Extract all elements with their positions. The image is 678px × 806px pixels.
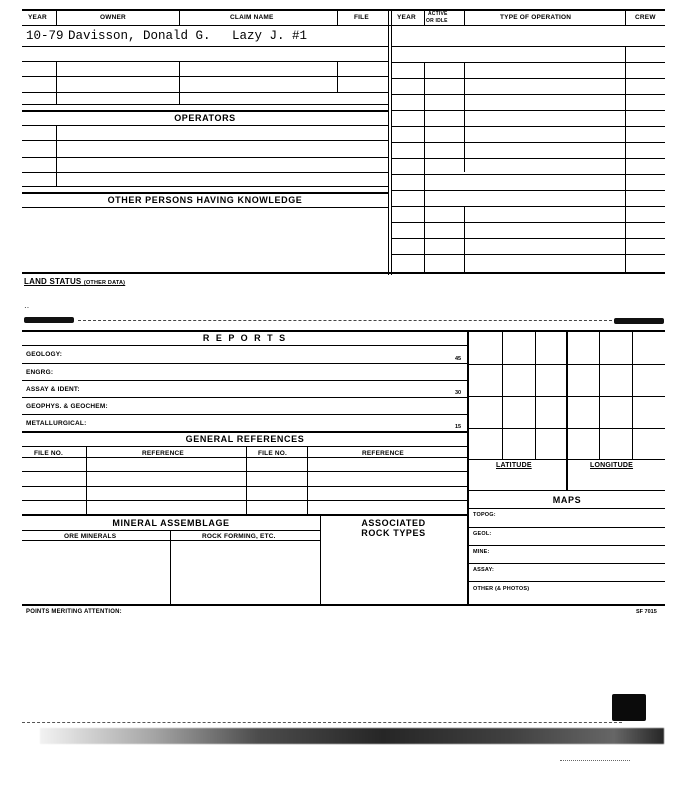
row-line	[22, 530, 320, 531]
header-rule	[22, 25, 665, 26]
col-divider	[56, 9, 57, 26]
col-divider	[307, 446, 308, 514]
col-divider	[179, 9, 180, 26]
smudge-left	[24, 317, 74, 323]
report-assay: ASSAY & IDENT:	[26, 386, 80, 393]
row-line	[22, 172, 388, 173]
operators-title: OPERATORS	[174, 113, 236, 123]
reports-title: R E P O R T S	[202, 333, 288, 343]
col-divider	[86, 446, 87, 514]
maps-geol: GEOL:	[473, 531, 492, 537]
col-divider	[424, 62, 425, 272]
mineral-assemblage-title: MINERAL ASSEMBLAGE	[112, 518, 230, 528]
entry-year: 10-79	[26, 29, 64, 43]
top-border	[22, 9, 665, 11]
section-rule	[22, 272, 665, 274]
grid-line	[566, 332, 568, 490]
col-divider	[625, 9, 626, 26]
header-year: YEAR	[28, 14, 47, 21]
entry-claim: Lazy J. #1	[232, 29, 308, 43]
row-line	[22, 186, 388, 187]
other-persons-title: OTHER PERSONS HAVING KNOWLEDGE	[107, 195, 303, 205]
row-line	[469, 545, 665, 546]
row-line	[22, 140, 388, 141]
row-line	[22, 157, 388, 158]
ref-file-no-1: FILE NO.	[34, 450, 64, 457]
col-divider	[170, 530, 171, 605]
stray-mark: ··	[24, 303, 30, 312]
maps-title: MAPS	[552, 495, 582, 505]
general-references-title: GENERAL REFERENCES	[185, 434, 305, 444]
row-line	[22, 92, 388, 93]
report-geology: GEOLOGY:	[26, 351, 63, 358]
maps-mine: MINE:	[473, 549, 490, 555]
row-line	[22, 104, 388, 105]
row-line	[22, 457, 468, 458]
col-divider	[337, 9, 338, 26]
row-line	[22, 363, 468, 364]
entry-owner: Davisson, Donald G.	[68, 29, 211, 43]
ore-minerals-label: ORE MINERALS	[64, 533, 117, 540]
report-metallurgical: METALLURGICAL:	[26, 420, 87, 427]
latitude-label: LATITUDE	[496, 462, 532, 469]
col-divider	[464, 62, 465, 172]
num-45: 45	[455, 356, 462, 362]
maps-topog: TOPOG:	[473, 512, 496, 518]
row-line	[22, 125, 388, 126]
num-15: 15	[455, 424, 462, 430]
num-30: 30	[455, 390, 462, 396]
header-active: ACTIVE	[428, 11, 448, 17]
section-rule	[22, 604, 665, 606]
form-code: SF 7015	[636, 609, 657, 615]
ref-reference-2: REFERENCE	[362, 450, 404, 457]
row-line	[22, 500, 468, 501]
col-divider	[56, 126, 57, 186]
row-line	[469, 581, 665, 582]
col-divider	[56, 62, 57, 104]
section-rule	[22, 431, 468, 433]
row-line	[22, 46, 388, 47]
row-line	[22, 414, 468, 415]
row-line	[22, 380, 468, 381]
row-line	[22, 446, 468, 447]
row-line	[22, 61, 388, 62]
col-divider	[246, 446, 247, 514]
header-year-2: YEAR	[397, 14, 416, 21]
ref-reference-1: REFERENCE	[142, 450, 184, 457]
section-rule	[22, 110, 388, 112]
col-divider	[464, 9, 465, 26]
header-claim-name: CLAIM NAME	[230, 14, 274, 21]
dashed-rule	[78, 320, 612, 321]
col-divider	[625, 46, 626, 272]
longitude-label: LONGITUDE	[590, 462, 634, 469]
dashed-rule	[22, 722, 622, 723]
main-split-left	[388, 9, 389, 275]
col-divider	[320, 514, 321, 605]
header-type-of-operation: TYPE OF OPERATION	[500, 14, 572, 21]
header-file: FILE	[354, 14, 369, 21]
col-divider	[179, 62, 180, 104]
row-line	[469, 527, 665, 528]
section-rule	[22, 330, 665, 332]
header-or-idle: OR IDLE	[426, 18, 448, 24]
row-line	[469, 508, 665, 509]
dotted-mark	[560, 760, 630, 761]
row-line	[22, 76, 388, 77]
grid-line	[469, 459, 665, 460]
row-line	[22, 207, 388, 208]
section-rule	[22, 192, 388, 194]
row-line	[469, 563, 665, 564]
ref-file-no-2: FILE NO.	[258, 450, 288, 457]
associated-rock-types-title: ASSOCIATED ROCK TYPES	[361, 518, 426, 538]
land-status-title: LAND STATUS (OTHER DATA)	[24, 277, 126, 286]
scan-noise-band	[40, 728, 664, 744]
row-line	[22, 471, 468, 472]
grid-line	[469, 396, 665, 397]
report-geophys: GEOPHYS. & GEOCHEM:	[26, 403, 108, 410]
section-rule	[22, 514, 468, 516]
report-engrg: ENGRG:	[26, 369, 54, 376]
grid-line	[469, 364, 665, 365]
row-line	[22, 397, 468, 398]
row-line	[22, 345, 468, 346]
corner-smudge	[612, 694, 646, 721]
row-line	[22, 486, 468, 487]
maps-other: OTHER (& PHOTOS)	[473, 586, 530, 592]
header-owner: OWNER	[100, 14, 126, 21]
col-divider	[337, 62, 338, 92]
row-line	[22, 540, 320, 541]
col-divider	[424, 9, 425, 26]
header-crew: CREW	[635, 14, 656, 21]
smudge-right	[614, 318, 664, 324]
maps-assay: ASSAY:	[473, 567, 495, 573]
grid-line	[469, 428, 665, 429]
points-meriting-attention: POINTS MERITING ATTENTION:	[26, 609, 122, 615]
grid-line	[469, 490, 665, 491]
col-divider	[464, 206, 465, 272]
rock-forming-label: ROCK FORMING, ETC.	[202, 533, 276, 540]
